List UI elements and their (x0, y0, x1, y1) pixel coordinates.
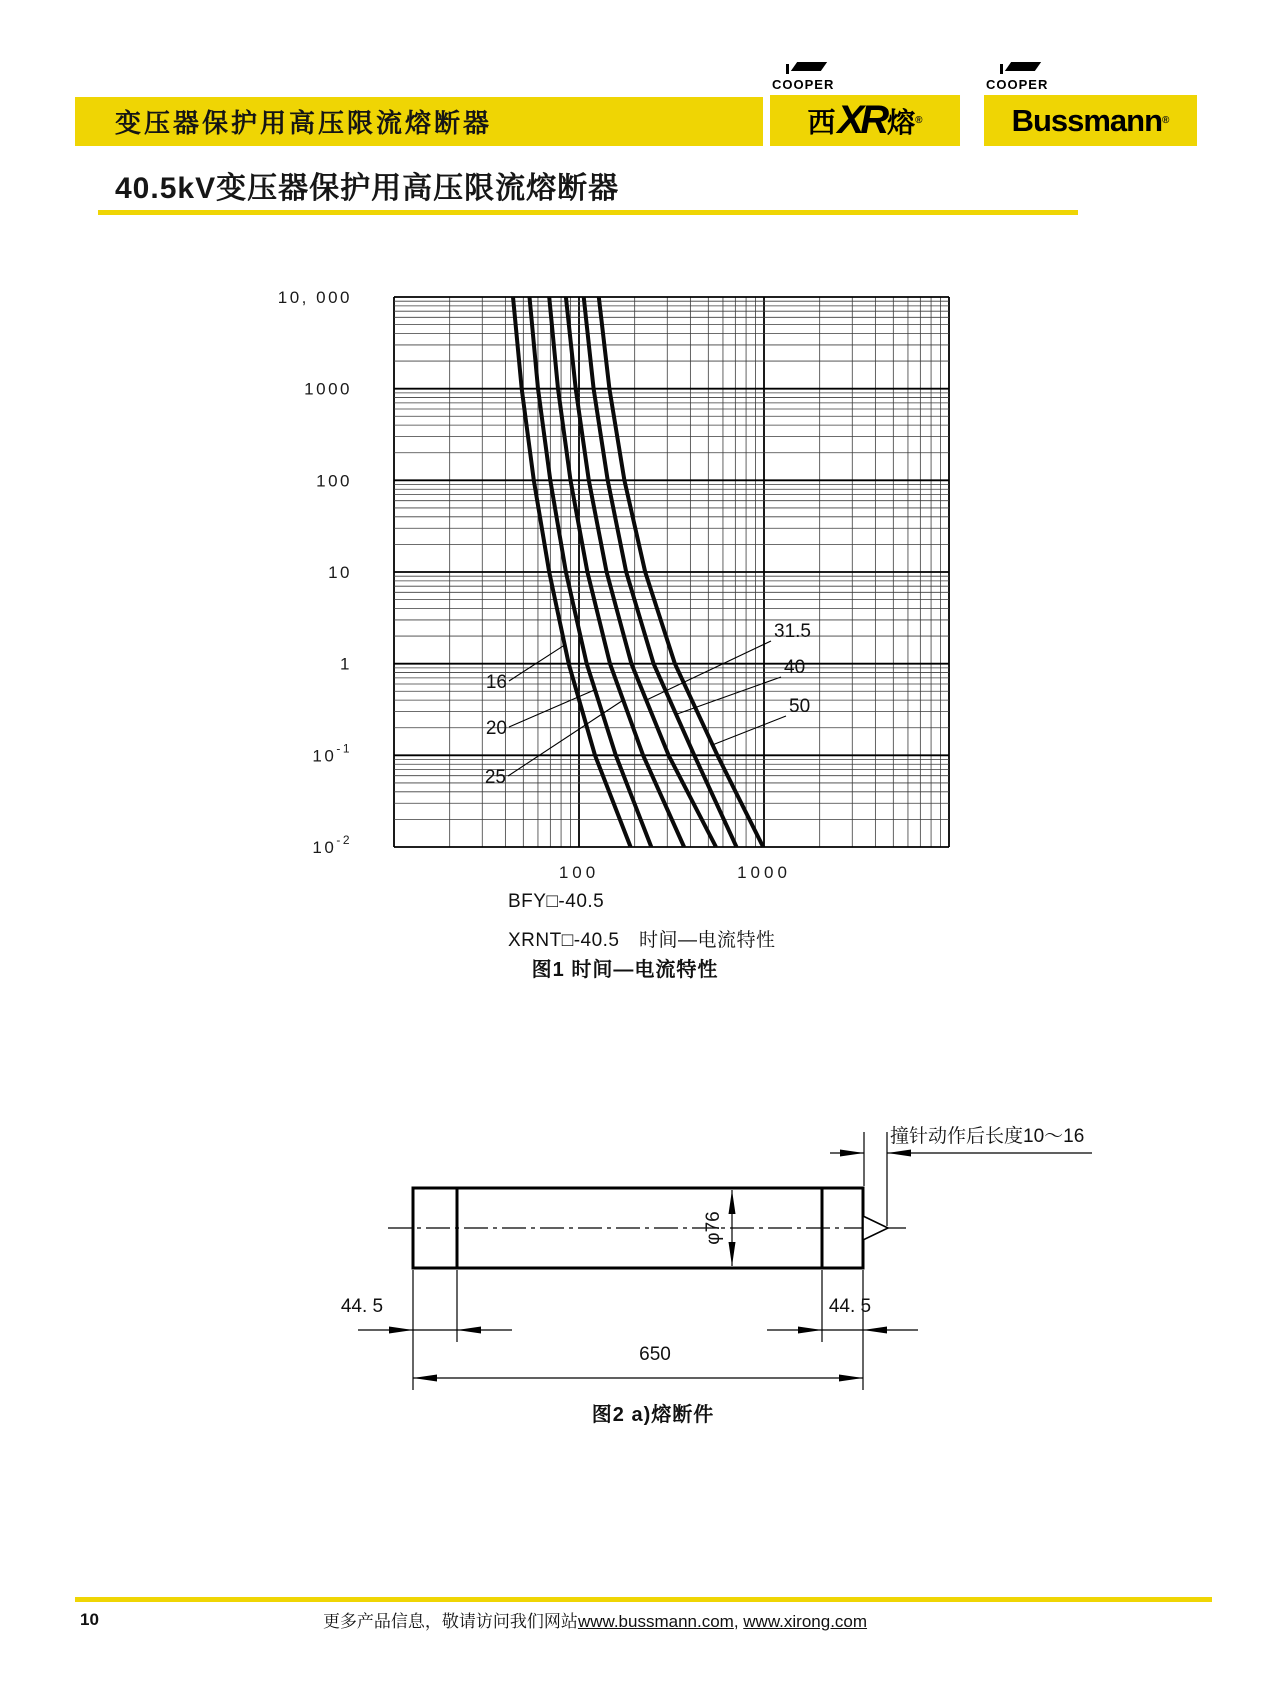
fuse-link-drawing (300, 1015, 1120, 1400)
arrowhead-icon (798, 1327, 822, 1334)
y-tick-label: 100 (316, 471, 352, 491)
y-tick-label: 1000 (304, 379, 352, 399)
chart-model-line2: XRNT□-40.5 时间—电流特性 (508, 930, 776, 951)
arrowhead-icon (413, 1375, 437, 1382)
footer-separator: , (733, 1612, 744, 1631)
cooper-label: COOPER (986, 77, 1049, 92)
overall-length-dimension: 650 (639, 1344, 671, 1365)
arrowhead-icon (839, 1375, 863, 1382)
chart-model-line1: BFY□-40.5 (508, 891, 605, 912)
x-tick-label: 1000 (737, 863, 791, 882)
footer-prefix: 更多产品信息，敬请访问我们网站 (322, 1612, 578, 1631)
y-tick-label: $10^{-1}$ (312, 741, 352, 766)
left-cap-dimension: 44. 5 (340, 1296, 384, 1317)
xirong-logo-left-char: 西 (807, 106, 836, 138)
y-tick-label: 10 (328, 563, 352, 582)
figure2-caption: 图2 a)熔断件 (591, 1404, 715, 1426)
curve-label-40: 40 (784, 657, 806, 678)
cooper-label: COOPER (772, 77, 835, 92)
y-tick-label: $10^{-2}$ (312, 833, 352, 857)
cooper-flag-icon (791, 62, 827, 71)
y-tick-label: 10, 000 (277, 288, 352, 307)
xr-logo-mark: XR (837, 98, 886, 142)
arrowhead-icon (887, 1150, 911, 1157)
arrowhead-icon (729, 1242, 736, 1266)
cooper-flag-stem-icon (786, 64, 789, 74)
xirong-logo-right-char: 熔 (887, 106, 916, 138)
header-yellow-bar (75, 97, 763, 146)
curve-label-20: 20 (485, 718, 507, 739)
arrowhead-icon (389, 1327, 413, 1334)
footer-divider-rule (75, 1597, 1212, 1602)
y-tick-label: 1 (340, 654, 352, 674)
arrowhead-icon (729, 1190, 736, 1214)
bussmann-logo-box (984, 95, 1197, 146)
leader-line-50 (713, 716, 786, 745)
title-divider-rule (98, 210, 1078, 215)
cooper-flag-stem-icon (1000, 64, 1003, 74)
striker-note: 撞针动作后长度10～16 (890, 1126, 1085, 1147)
bussmann-link[interactable]: www.bussmann.com (577, 1612, 734, 1631)
arrowhead-icon (863, 1327, 887, 1334)
striker-pin (863, 1216, 888, 1240)
curve-label-25: 25 (484, 767, 506, 788)
time-current-chart (260, 260, 1040, 910)
page-title: 40.5kV变压器保护用高压限流熔断器 (115, 172, 620, 205)
curve-label-31.5: 31.5 (774, 621, 811, 642)
x-tick-label: 100 (558, 863, 600, 882)
arrowhead-icon (840, 1150, 864, 1157)
header-bar-title: 变压器保护用高压限流熔断器 (115, 108, 493, 138)
right-cap-dimension: 44. 5 (828, 1296, 872, 1317)
footer-text (180, 1607, 1010, 1632)
registered-mark-icon: ® (1162, 115, 1170, 126)
bussmann-logo: Bussmann (1011, 102, 1163, 138)
arrowhead-icon (457, 1327, 481, 1334)
curve-label-16: 16 (485, 672, 507, 693)
curve-label-50: 50 (789, 696, 811, 717)
xirong-link[interactable]: www.xirong.com (743, 1612, 868, 1631)
xirong-logo-box (770, 95, 960, 146)
page-number: 10 (80, 1610, 99, 1629)
cooper-logo-left (772, 62, 862, 95)
cooper-flag-icon (1005, 62, 1041, 71)
figure1-caption: 图1 时间—电流特性 (531, 959, 719, 981)
cooper-logo-right (986, 62, 1076, 95)
registered-mark-icon: ® (915, 115, 923, 126)
diameter-dimension: φ76 (703, 1211, 724, 1245)
